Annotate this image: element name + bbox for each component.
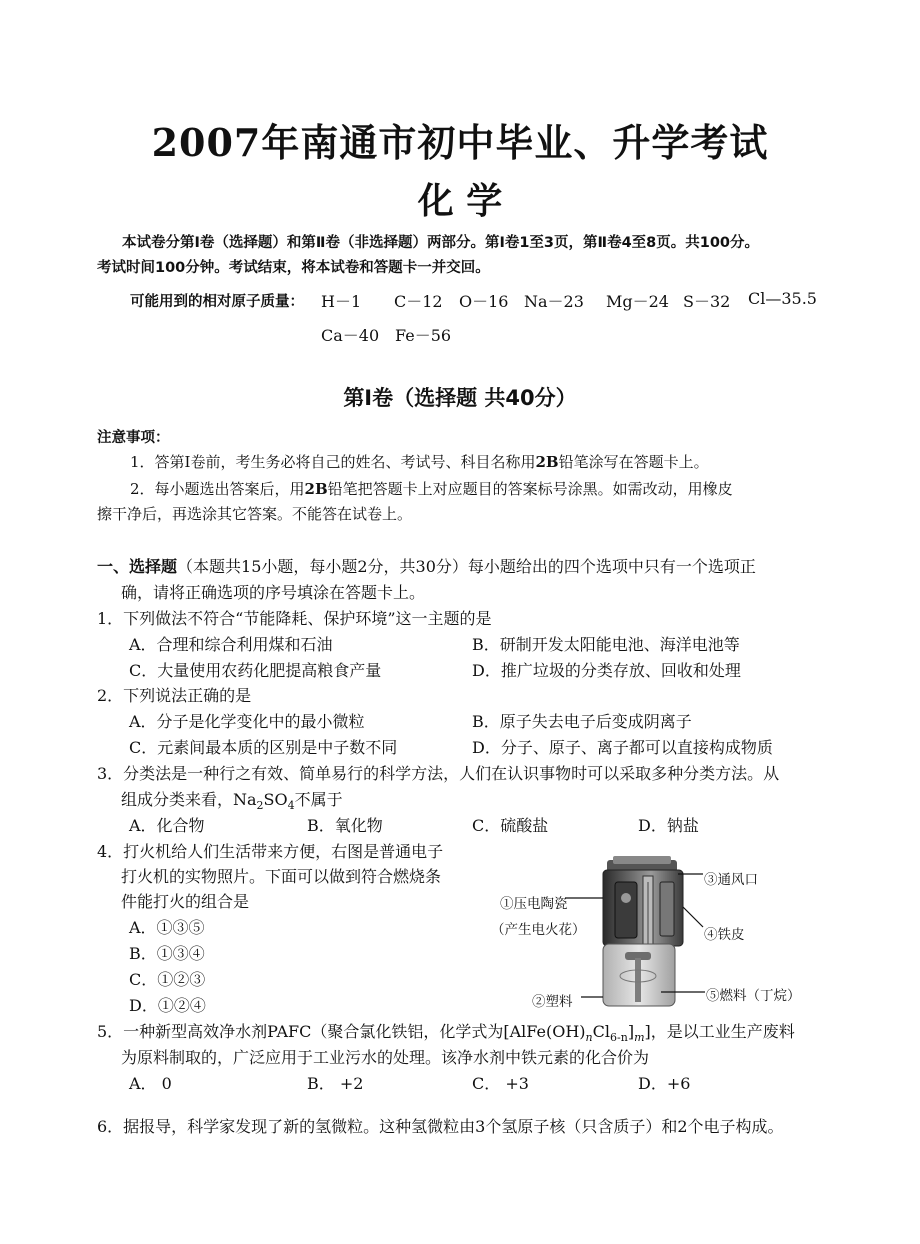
mass-mg: Mg－24 [606, 292, 669, 311]
label-plastic: ②塑料 [532, 994, 573, 1010]
q3-option-b: B．氧化物 [307, 816, 383, 835]
q3-option-a: A．化合物 [129, 816, 205, 835]
part-1-heading-cont: 确，请将正确选项的序号填涂在答题卡上。 [121, 583, 426, 602]
masses-label: 可能用到的相对原子质量： [130, 294, 304, 310]
mass-na: Na－23 [524, 292, 584, 311]
q2-option-d: D．分子、原子、离子都可以直接构成物质 [472, 738, 773, 757]
q2-option-a: A．分子是化学变化中的最小微粒 [129, 712, 365, 731]
q4-option-c: C．①②③ [129, 970, 206, 989]
mass-h: H－1 [321, 292, 362, 311]
q4-stem-3: 件能打火的组合是 [121, 892, 250, 911]
q3-option-c: C．硫酸盐 [472, 816, 549, 835]
label-piezo: ①压电陶瓷 [500, 896, 568, 912]
q5-stem: 5．一种新型高效净水剂PAFC（聚合氯化铁铝，化学式为$[AlFe(OH)_nCl_{6-n}]_m$]，是以工业生产废料 [97, 1022, 795, 1045]
lighter-figure [485, 852, 815, 1012]
q3-option-d: D．钠盐 [638, 816, 699, 835]
q1-option-c: C．大量使用农药化肥提高粮食产量 [129, 661, 382, 680]
mass-o: O－16 [459, 292, 509, 311]
label-piezo-note: （产生电火花） [491, 922, 586, 938]
mass-ca: Ca－40 [321, 326, 380, 345]
q6-stem: 6．据报导，科学家发现了新的氢微粒。这种氢微粒由3个氢原子核（只含质子）和2个电子构成。 [97, 1117, 784, 1136]
q2-option-c: C．元素间最本质的区别是中子数不同 [129, 738, 398, 757]
subject-title: 化 学 [417, 180, 503, 222]
q3-stem: 3．分类法是一种行之有效、简单易行的科学方法，人们在认识事物时可以采取多种分类方法。从 [97, 764, 780, 783]
q1-stem: 1．下列做法不符合“节能降耗、保护环境”这一主题的是 [97, 609, 492, 628]
notes-title: 注意事项： [97, 430, 170, 446]
q5-stem-cont: 为原料制取的，广泛应用于工业污水的处理。该净水剂中铁元素的化合价为 [121, 1048, 650, 1067]
q2-option-b: B．原子失去电子后变成阴离子 [472, 712, 692, 731]
q1-option-a: A．合理和综合利用煤和石油 [129, 635, 333, 654]
label-iron: ④铁皮 [704, 927, 745, 943]
label-fuel: ⑤燃料（丁烷） [706, 988, 801, 1004]
q3-stem-cont: 组成分类来看，$Na_2SO_4$不属于 [121, 790, 343, 813]
q4-option-b: B．①③④ [129, 944, 205, 963]
part-1-heading: 一、选择题（本题共15小题，每小题2分，共30分）每小题给出的四个选项中只有一个选项正 [97, 557, 756, 576]
intro-line-2: 考试时间100分钟。考试结束，将本试卷和答题卡一并交回。 [97, 260, 490, 276]
q5-option-a: A． 0 [129, 1074, 172, 1093]
q5-option-c: C． +3 [472, 1074, 529, 1093]
q2-stem: 2．下列说法正确的是 [97, 686, 252, 705]
note-1: 1．答第Ⅰ卷前，考生务必将自己的姓名、考试号、科目名称用2B铅笔涂写在答题卡上。 [130, 453, 709, 471]
q1-option-d: D．推广垃圾的分类存放、回收和处理 [472, 661, 741, 680]
q4-option-d: D．①②④ [129, 996, 206, 1015]
q4-option-a: A．①③⑤ [129, 918, 205, 937]
mass-s: S－32 [683, 292, 731, 311]
mass-cl: Cl—35.5 [748, 289, 817, 308]
exam-title: 2007年南通市初中毕业、升学考试 [151, 120, 769, 165]
q5-option-b: B． +2 [307, 1074, 364, 1093]
q4-stem: 4．打火机给人们生活带来方便，右图是普通电子 [97, 842, 444, 861]
section-1-title: 第Ⅰ卷（选择题 共40分） [343, 386, 577, 410]
note-2-cont: 擦干净后，再选涂其它答案。不能答在试卷上。 [97, 505, 413, 523]
note-2: 2．每小题选出答案后，用2B铅笔把答题卡上对应题目的答案标号涂黑。如需改动，用橡皮 [130, 480, 733, 498]
mass-fe: Fe－56 [395, 326, 452, 345]
q4-stem-2: 打火机的实物照片。下面可以做到符合燃烧条 [121, 867, 442, 886]
intro-line-1: 本试卷分第Ⅰ卷（选择题）和第Ⅱ卷（非选择题）两部分。第Ⅰ卷1至3页，第Ⅱ卷4至8页。共100分。 [122, 235, 760, 251]
mass-c: C－12 [394, 292, 443, 311]
label-vent: ③通风口 [704, 872, 758, 888]
q1-option-b: B．研制开发太阳能电池、海洋电池等 [472, 635, 740, 654]
q5-option-d: D．+6 [638, 1074, 691, 1093]
